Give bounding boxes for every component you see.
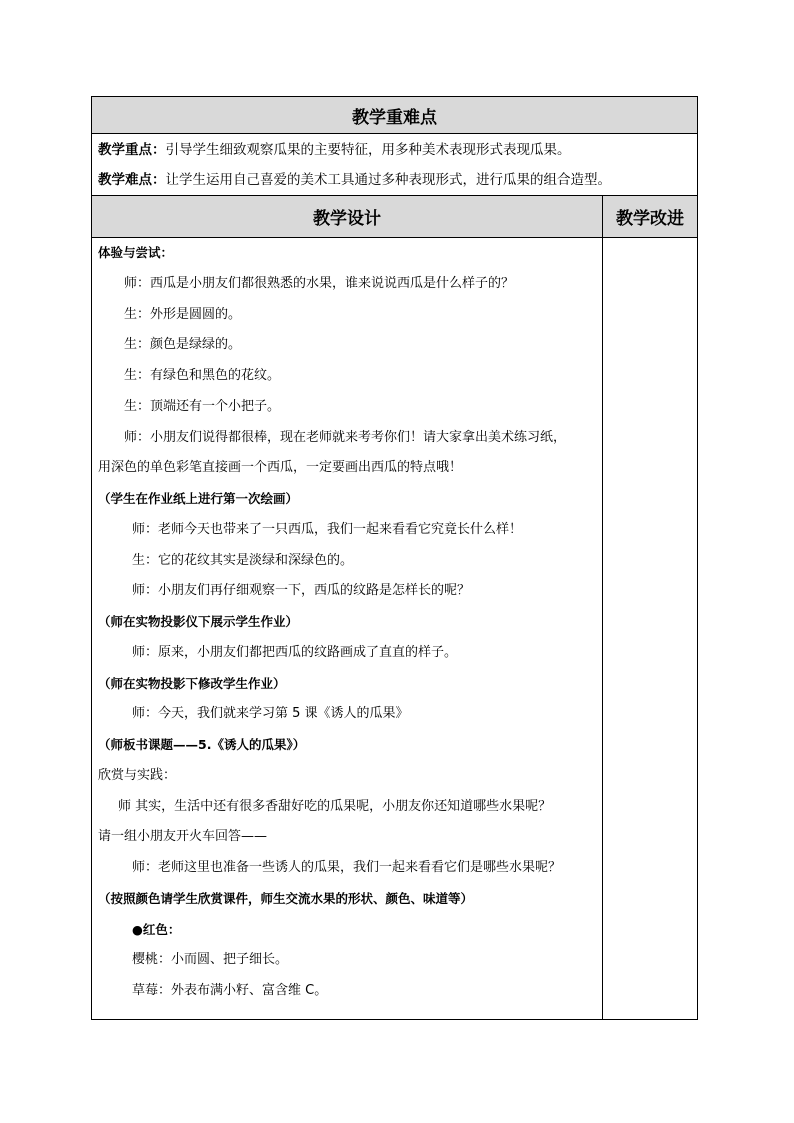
design-line: （师板书课题——5.《诱人的瓜果》） xyxy=(98,737,306,752)
design-line: （师在实物投影仪下展示学生作业） xyxy=(98,614,299,629)
design-line: 师：老师这里也准备一些诱人的瓜果，我们一起来看看它们是哪些水果呢？ xyxy=(132,860,562,875)
design-line: 师：西瓜是小朋友们都很熟悉的水果，谁来说说西瓜是什么样子的？ xyxy=(124,275,515,291)
design-line: 师 其实，生活中还有很多香甜好吃的瓜果呢，小朋友你还知道哪些水果呢？ xyxy=(118,798,552,814)
design-line: 师：今天，我们就来学习第 5 课《诱人的瓜果》 xyxy=(132,706,409,722)
design-line: 生：颜色是绿绿的。 xyxy=(124,337,242,353)
lesson-plan-table xyxy=(91,96,698,1020)
design-line: 生：它的花纹其实是淡绿和深绿色的。 xyxy=(132,552,354,568)
key-point-label: 教学重点： xyxy=(98,142,166,158)
design-line: 欣赏与实践： xyxy=(98,767,177,783)
focus-cell xyxy=(92,134,698,196)
design-header: 教学设计 xyxy=(92,196,603,238)
key-point-text: 引导学生细致观察瓜果的主要特征，用多种美术表现形式表现瓜果。 xyxy=(165,142,571,158)
design-line: 草莓：外表布满小籽、富含维 C。 xyxy=(132,983,328,998)
design-line: 师：原来，小朋友们都把西瓜的纹路画成了直直的样子。 xyxy=(132,644,458,660)
design-line: 生：外形是圆圆的。 xyxy=(124,306,242,322)
section-title: 教学重难点 xyxy=(92,97,698,134)
design-line: 生：有绿色和黑色的花纹。 xyxy=(124,368,281,383)
design-line: （学生在作业纸上进行第一次绘画） xyxy=(98,491,299,506)
design-line: 请一组小朋友开火车回答—— xyxy=(98,829,268,845)
improve-header: 教学改进 xyxy=(603,196,698,238)
key-point-line xyxy=(98,135,691,165)
design-content xyxy=(92,238,603,1020)
difficult-point-label: 教学难点： xyxy=(98,172,166,188)
design-line: ●红色： xyxy=(132,921,181,937)
design-line: （师在实物投影下修改学生作业） xyxy=(98,675,286,691)
design-line: 体验与尝试： xyxy=(98,245,174,260)
design-line: 樱桃：小而圆、把子细长。 xyxy=(132,952,289,968)
difficult-point-line xyxy=(98,165,691,195)
design-line: 用深色的单色彩笔直接画一个西瓜，一定要画出西瓜的特点哦！ xyxy=(98,460,463,476)
difficult-point-text: 让学生运用自己喜爱的美术工具通过多种表现形式，进行瓜果的组合造型。 xyxy=(165,172,611,188)
design-line: 师：小朋友们再仔细观察一下，西瓜的纹路是怎样长的呢？ xyxy=(132,583,471,599)
improve-content xyxy=(603,238,698,1020)
design-line: 师：小朋友们说得都很棒，现在老师就来考考你们！请大家拿出美术练习纸， xyxy=(124,429,567,445)
design-line: 生：顶端还有一个小把子。 xyxy=(124,398,281,414)
design-line: （按照颜色请学生欣赏课件，师生交流水果的形状、颜色、味道等） xyxy=(98,890,474,906)
design-line: 师：老师今天也带来了一只西瓜，我们一起来看看它究竟长什么样！ xyxy=(132,521,523,537)
